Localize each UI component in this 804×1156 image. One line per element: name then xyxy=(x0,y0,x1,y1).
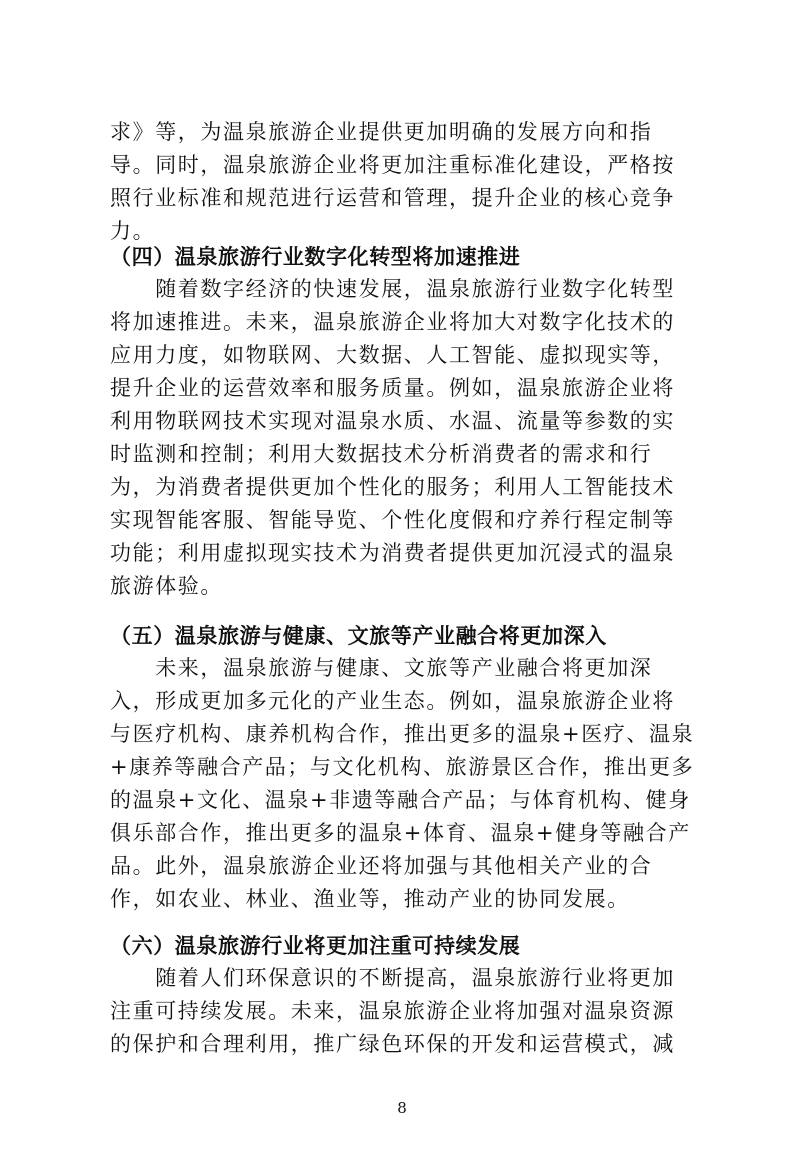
paragraph-line: 注重可持续发展。未来，温泉旅游企业将加强对温泉资源 xyxy=(110,999,675,1023)
paragraph-line: +康养等融合产品；与文化机构、旅游景区合作，推出更多 xyxy=(110,755,695,779)
section-6 xyxy=(110,929,690,1061)
section-4 xyxy=(110,240,690,603)
paragraph-line: 利用物联网技术实现对温泉水质、水温、流量等参数的实 xyxy=(110,409,675,433)
page-number: 8 xyxy=(397,1099,407,1117)
paragraph-line: 入，形成更加多元化的产业生态。例如，温泉旅游企业将 xyxy=(110,689,675,713)
intro-paragraph xyxy=(110,116,690,248)
paragraph-line: 与医疗机构、康养机构合作，推出更多的温泉+医疗、温泉 xyxy=(110,722,695,746)
paragraph-line: 导。同时，温泉旅游企业将更加注重标准化建设，严格按 xyxy=(110,153,675,177)
paragraph-line: 时监测和控制；利用大数据技术分析消费者的需求和行 xyxy=(110,442,653,466)
paragraph-line: 照行业标准和规范进行运营和管理，提升企业的核心竞争 xyxy=(110,186,675,210)
paragraph-line: 力。 xyxy=(110,219,156,243)
paragraph-line: 俱乐部合作，推出更多的温泉+体育、温泉+健身等融合产 xyxy=(110,821,691,845)
paragraph-line: 随着数字经济的快速发展，温泉旅游行业数字化转型 xyxy=(110,277,675,301)
paragraph-line: 未来，温泉旅游与健康、文旅等产业融合将更加深 xyxy=(110,656,653,680)
paragraph-line: 提升企业的运营效率和服务质量。例如，温泉旅游企业将 xyxy=(110,376,675,400)
paragraph-line: 随着人们环保意识的不断提高，温泉旅游行业将更加 xyxy=(110,966,675,990)
paragraph-line: 为，为消费者提供更加个性化的服务；利用人工智能技术 xyxy=(110,475,675,499)
paragraph-line: 应用力度，如物联网、大数据、人工智能、虚拟现实等， xyxy=(110,343,675,367)
paragraph-line: 的温泉+文化、温泉+非遗等融合产品；与体育机构、健身 xyxy=(110,788,691,812)
paragraph-line: 的保护和合理利用，推广绿色环保的开发和运营模式，减 xyxy=(110,1032,675,1056)
paragraph-line: 作，如农业、林业、渔业等，推动产业的协同发展。 xyxy=(110,887,630,911)
section-heading: （四）温泉旅游行业数字化转型将加速推进 xyxy=(110,244,521,269)
paragraph-line: 求》等，为温泉旅游企业提供更加明确的发展方向和指 xyxy=(110,120,653,144)
paragraph-line: 旅游体验。 xyxy=(110,574,223,598)
paragraph-line: 实现智能客服、智能导览、个性化度假和疗养行程定制等 xyxy=(110,508,675,532)
section-heading: （六）温泉旅游行业将更加注重可持续发展 xyxy=(110,933,521,958)
section-5 xyxy=(110,619,695,916)
paragraph-line: 品。此外，温泉旅游企业还将加强与其他相关产业的合 xyxy=(110,854,653,878)
paragraph-line: 将加速推进。未来，温泉旅游企业将加大对数字化技术的 xyxy=(110,310,675,334)
paragraph-line: 功能；利用虚拟现实技术为消费者提供更加沉浸式的温泉 xyxy=(110,541,675,565)
section-heading: （五）温泉旅游与健康、文旅等产业融合将更加深入 xyxy=(110,623,607,648)
